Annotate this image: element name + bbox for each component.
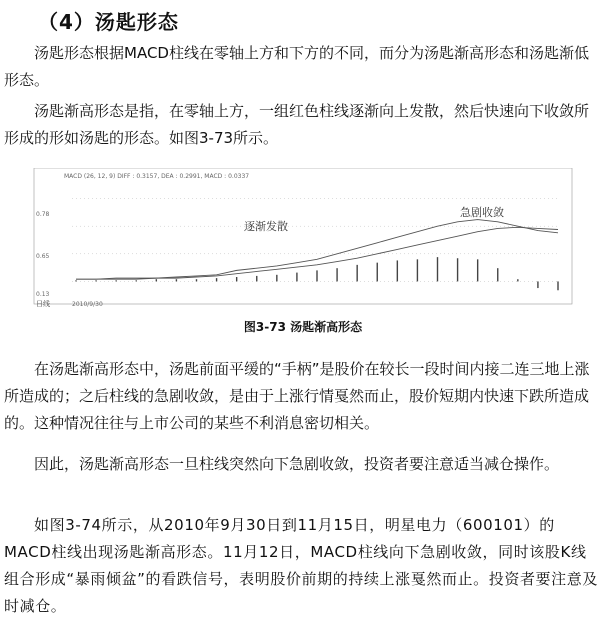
macd-figure	[28, 168, 578, 308]
corner-label: 日线	[36, 300, 50, 308]
x-start-label: 2010/9/30	[72, 301, 103, 308]
figure-caption: 图3-73 汤匙渐高形态	[243, 320, 363, 334]
paragraph-rising-form-text: 汤匙渐高形态是指，在零轴上方，一组红色柱线逐渐向上发散，然后快速向下收敛所形成的形如汤匙的形态。如图3-73所示。	[4, 102, 590, 147]
paragraph-example	[4, 512, 602, 620]
section-title: （4）汤匙形态	[38, 10, 179, 34]
macd-chart	[28, 168, 578, 308]
paragraph-definition	[4, 40, 602, 94]
paragraph-definition-text: 汤匙形态根据MACD柱线在零轴上方和下方的不同，而分为汤匙渐高形态和汤匙渐低形态。	[4, 44, 589, 89]
y-tick-label: 0.65	[36, 253, 50, 260]
paragraph-rising-form	[4, 98, 602, 152]
chart-header: MACD (26, 12, 9) DIFF : 0.3157, DEA : 0.2991, MACD : 0.0337	[64, 173, 250, 180]
paragraph-advice	[4, 451, 602, 478]
annotation-diverge: 逐渐发散	[244, 220, 288, 233]
paragraph-explanation	[4, 356, 602, 437]
annotation-converge: 急剧收敛	[460, 206, 504, 219]
y-tick-label: 0.78	[36, 211, 50, 218]
paragraph-advice-text: 因此，汤匙渐高形态一旦柱线突然向下急剧收敛，投资者要注意适当减仓操作。	[34, 455, 560, 473]
chart-frame	[34, 168, 572, 304]
y-tick-label: 0.13	[36, 291, 50, 298]
paragraph-explanation-text: 在汤匙渐高形态中，汤匙前面平缓的“手柄”是股价在较长一段时间内接二连三地上涨所造成的；之后柱线的急剧收敛，是由于上涨行情戛然而止，股价短期内快速下跌所造成的。这种情况往往与上市公司的某些不利消息密切相关。	[4, 360, 590, 432]
paragraph-example-text: 如图3-74所示，从2010年9月30日到11月15日，明星电力（600101）的MACD柱线出现汤匙渐高形态。11月12日，MACD柱线向下急剧收敛，同时该股K线组合形成“暴雨倾盆”的看跌信号，表明股价前期的持续上涨戛然而止。投资者要注意及时减仓。	[4, 516, 598, 615]
